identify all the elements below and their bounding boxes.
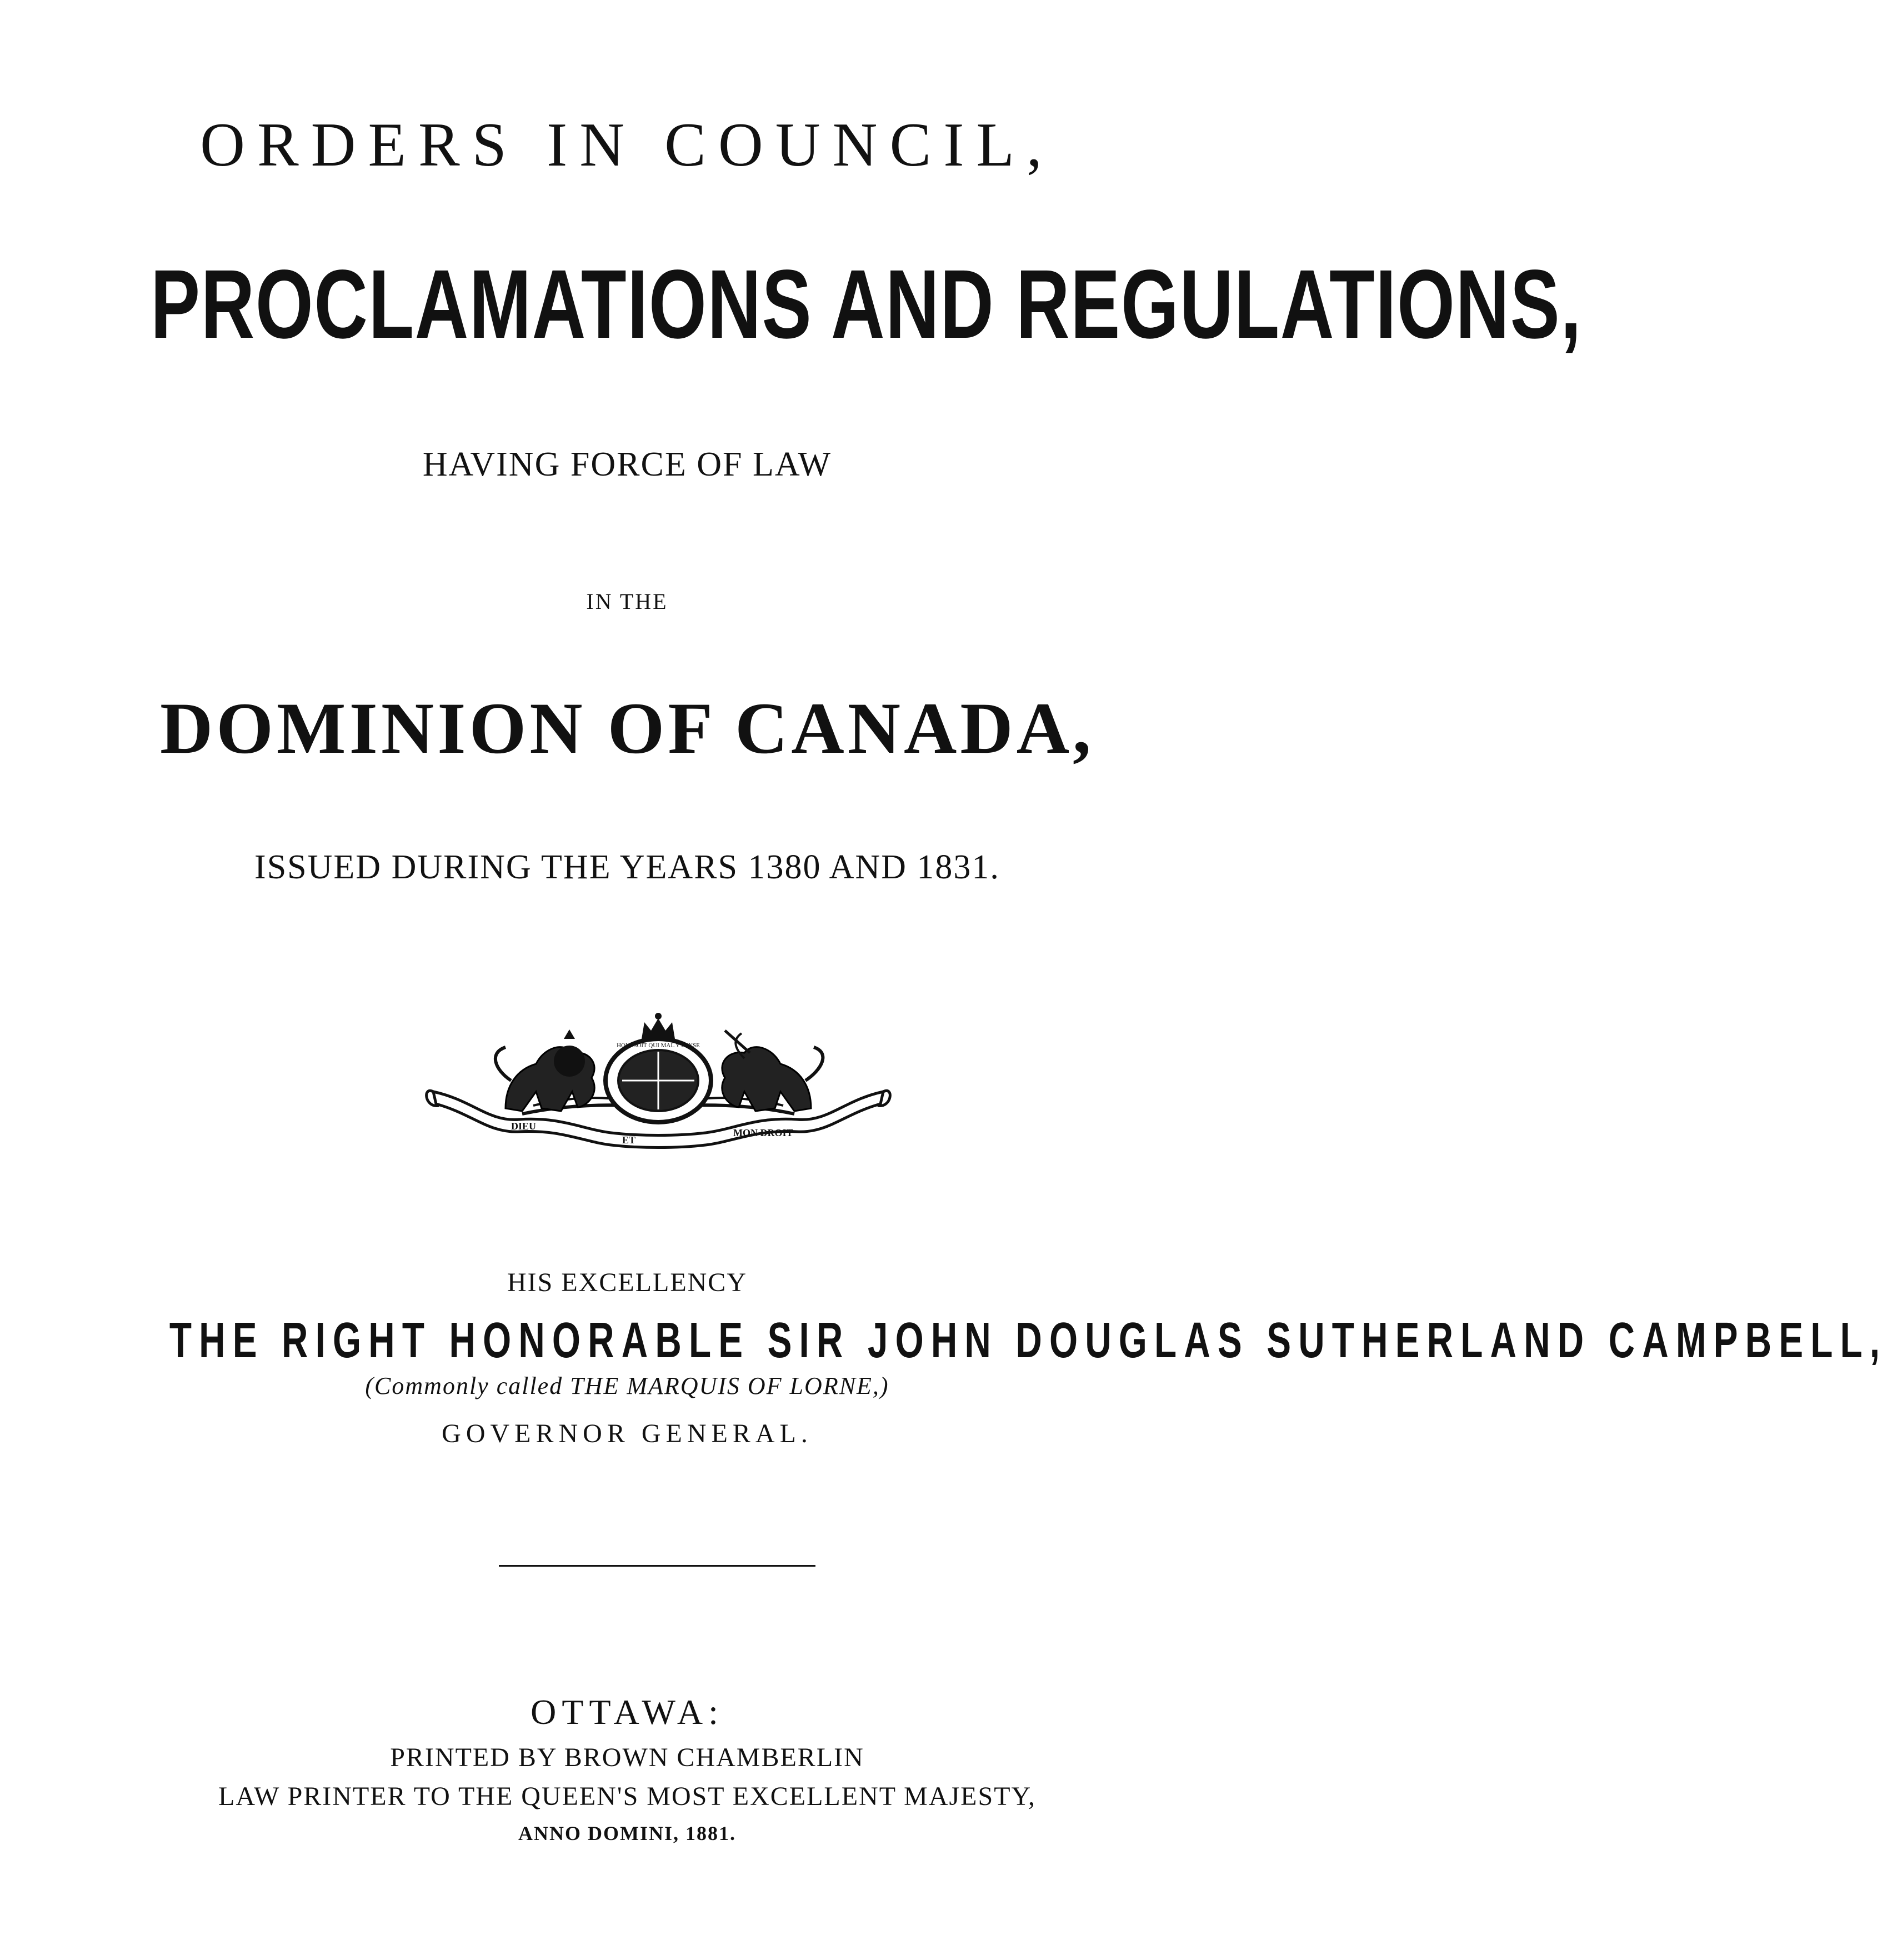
title-line-proclamations: PROCLAMATIONS AND REGULATIONS,: [150, 250, 1583, 359]
royal-coat-of-arms-icon: [422, 1008, 894, 1153]
title-line-in-the: IN THE: [586, 589, 668, 614]
lion-supporter-icon: [495, 1029, 594, 1111]
imprint-place-line: OTTAWA:: [530, 1692, 724, 1732]
title-line-having-force: HAVING FORCE OF LAW: [422, 446, 832, 483]
divider-rule: [499, 1565, 815, 1567]
garter-shield-icon: [605, 1013, 711, 1122]
imprint-law-printer-line: LAW PRINTER TO THE QUEEN'S MOST EXCELLENT MAJESTY,: [218, 1782, 1036, 1811]
governor-commonly-called-line: (Commonly called THE MARQUIS OF LORNE,): [365, 1372, 889, 1399]
garter-motto: HONI SOIT QUI MAL Y PENSE: [617, 1042, 700, 1049]
motto-right: MON DROIT: [733, 1127, 793, 1138]
governor-general-line: GOVERNOR GENERAL.: [442, 1419, 813, 1448]
title-line-issued-during: ISSUED DURING THE YEARS 1380 AND 1831.: [254, 848, 1000, 886]
unicorn-supporter-icon: [722, 1031, 823, 1111]
motto-left: DIEU: [511, 1121, 537, 1132]
motto-mid: ET: [622, 1134, 636, 1146]
imprint-printer-line: PRINTED BY BROWN CHAMBERLIN: [390, 1743, 864, 1772]
his-excellency-line: HIS EXCELLENCY: [507, 1268, 747, 1297]
governor-full-name-line: THE RIGHT HONORABLE SIR JOHN DOUGLAS SUTHERLAND CAMPBELL,: [169, 1313, 1887, 1368]
title-line-dominion: DOMINION OF CANADA,: [159, 687, 1094, 769]
imprint-year-line: ANNO DOMINI, 1881.: [518, 1822, 736, 1844]
title-line-orders-in-council: ORDERS IN COUNCIL,: [200, 111, 1054, 179]
